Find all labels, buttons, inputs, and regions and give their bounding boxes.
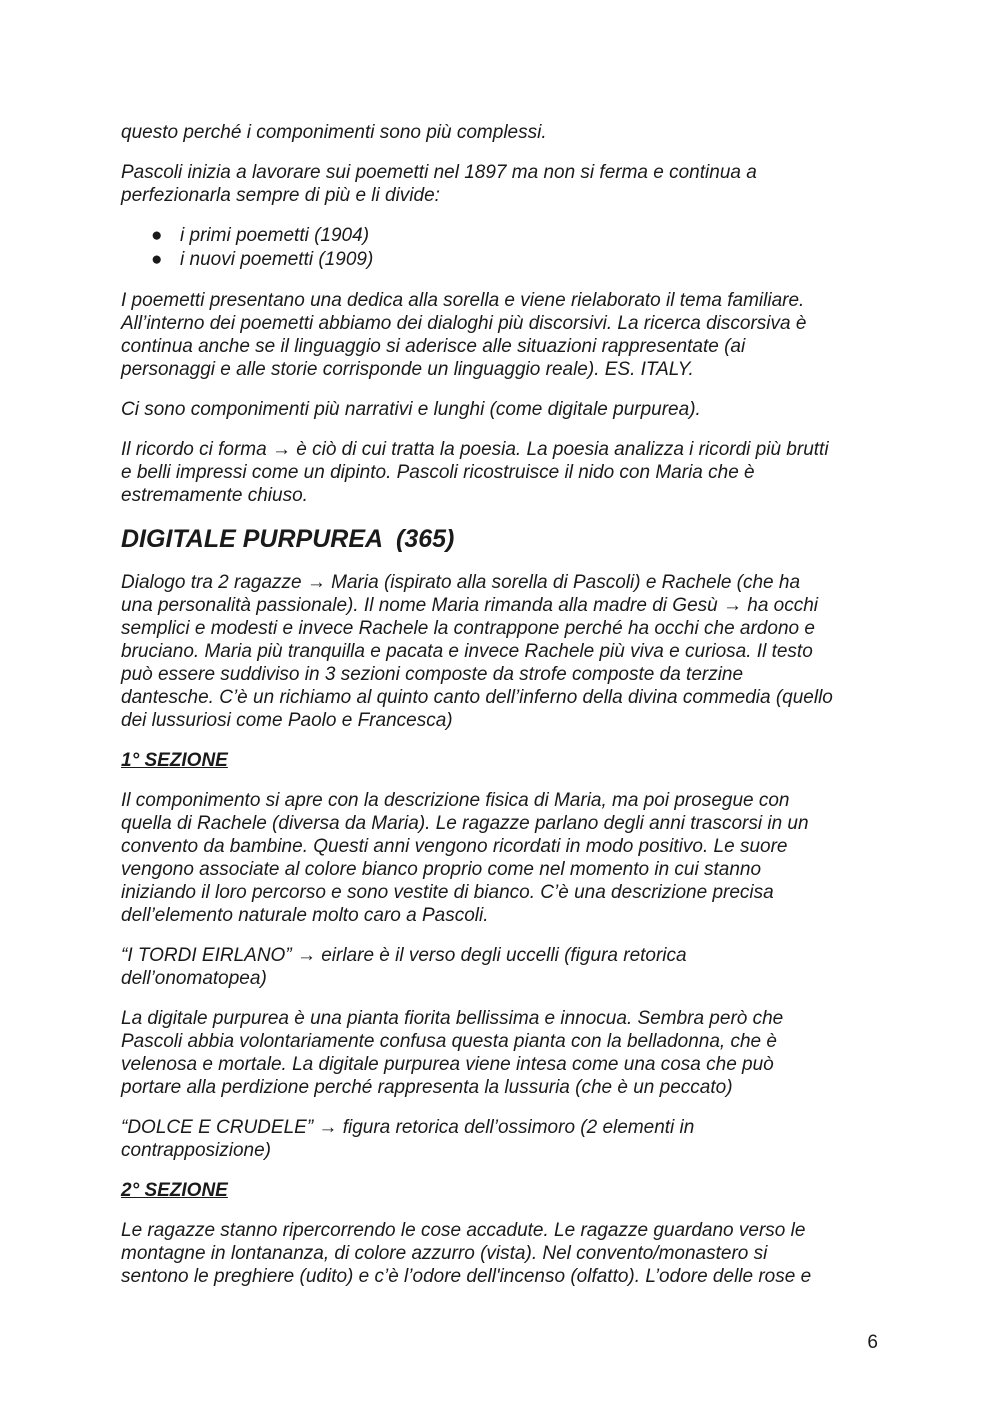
list-item-text: i nuovi poemetti (1909) [180, 249, 374, 270]
page-content [121, 121, 886, 1305]
section-heading: DIGITALE PURPUREA (365) [121, 525, 455, 553]
paragraph-tordi: “I TORDI EIRLANO” → eirlare è il verso degli uccelli (figura retorica dell’onomatopea) [121, 945, 687, 989]
paragraph-dedica: I poemetti presentano una dedica alla sorella e viene rielaborato il tema familiare. All’interno dei poemetti abbiamo dei dialoghi più discorsivi. La ricerca discorsiva è continua anche se il linguaggio si aderisce alle situazioni rappresentate (ai personaggi e alle storie corrisponde un linguaggio reale). ES. ITALY. [121, 290, 807, 380]
paragraph-poemetti: Pascoli inizia a lavorare sui poemetti nel 1897 ma non si ferma e continua a perfezionarla sempre di più e li divide: [121, 162, 757, 206]
paragraph-narrativi: Ci sono componimenti più narrativi e lunghi (come digitale purpurea). [121, 399, 701, 420]
paragraph-intro: questo perché i componimenti sono più complessi. [121, 122, 547, 143]
page-number: 6 [867, 1332, 878, 1353]
paragraph-componimento: Il componimento si apre con la descrizione fisica di Maria, ma poi prosegue con quella di Rachele (diversa da Maria). Le ragazze parlano degli anni trascorsi in un convento da bambine. Questi anni vengono ricordati in modo positivo. Le suore vengono associate al colore bianco proprio come nel momento in cui stanno iniziando il loro percorso e sono vestite di bianco. C’è una descrizione precisa dell’elemento naturale molto caro a Pascoli. [121, 790, 809, 926]
poemetti-list [121, 224, 886, 272]
list-item-text: i primi poemetti (1904) [180, 225, 370, 246]
paragraph-ossimoro: “DOLCE E CRUDELE” → figura retorica dell’ossimoro (2 elementi in contrapposizione) [121, 1117, 695, 1161]
paragraph-digitale: La digitale purpurea è una pianta fiorita bellissima e innocua. Sembra però che Pascoli abbia volontariamente confusa questa pianta con la belladonna, che è velenosa e mortale. La digitale purpurea viene intesa come una cosa che può portare alla perdizione perché rappresenta la lussuria (che è un peccato) [121, 1008, 784, 1098]
paragraph-dialogo: Dialogo tra 2 ragazze → Maria (ispirato alla sorella di Pascoli) e Rachele (che ha una personalità passionale). Il nome Maria rimanda alla madre di Gesù → ha occhi semplici e modesti e invece Rachele la contrappone perché ha occhi che ardono e bruciano. Maria più tranquilla e pacata e invece Rachele più viva e curiosa. Il testo può essere suddiviso in 3 sezioni composte da strofe composte da terzine dantesche. C’è un richiamo al quinto canto dell’inferno della divina commedia (quello dei lussuriosi come Paolo e Francesca) [121, 572, 833, 731]
paragraph-ragazze: Le ragazze stanno ripercorrendo le cose accadute. Le ragazze guardano verso le montagne in lontananza, di colore azzurro (vista). Nel convento/monastero si sentono le preghiere (udito) e c’è l’odore dell'incenso (olfatto). L’odore delle rose e [121, 1220, 812, 1287]
bullet-icon: ● [151, 225, 163, 246]
paragraph-ricordo: Il ricordo ci forma → è ciò di cui tratta la poesia. La poesia analizza i ricordi più brutti e belli impressi come un dipinto. Pascoli ricostruisce il nido con Maria che è estremamente chiuso. [121, 439, 829, 506]
list-item [121, 224, 886, 248]
list-item [121, 248, 886, 272]
section-title-2: 2° SEZIONE [121, 1180, 228, 1201]
section-title-1: 1° SEZIONE [121, 750, 228, 771]
bullet-icon: ● [151, 249, 163, 270]
